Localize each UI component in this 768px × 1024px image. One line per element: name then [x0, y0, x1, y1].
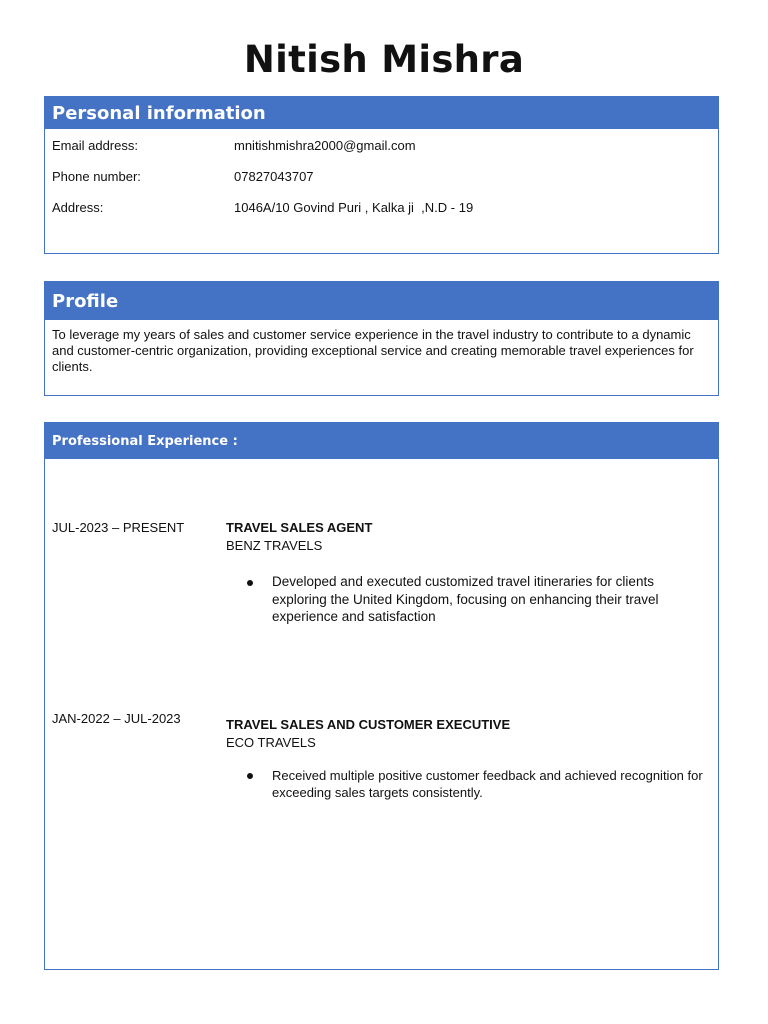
job-date: JUL-2023 – PRESENT	[52, 520, 185, 535]
job-date: JAN-2022 – JUL-2023	[52, 711, 181, 726]
personal-information-section	[44, 96, 719, 254]
job-title: TRAVEL SALES AND CUSTOMER EXECUTIVE	[226, 717, 511, 732]
phone-label: Phone number:	[52, 169, 141, 184]
bullet-icon	[247, 580, 253, 586]
job-bullet: Developed and executed customized travel itineraries for clients exploring the United Kingdom, focusing on enhancing their travel experience and satisfaction	[272, 574, 659, 624]
bullet-icon	[247, 773, 253, 779]
personal-information-heading: Personal information	[45, 97, 718, 129]
profile-heading: Profile	[45, 282, 718, 320]
job-title: TRAVEL SALES AGENT	[226, 520, 373, 535]
resume-name: Nitish Mishra	[243, 38, 525, 81]
job-bullet: Received multiple positive customer feedback and achieved recognition for exceeding sales targets consistently.	[272, 768, 703, 800]
address-label: Address:	[52, 200, 104, 215]
address-value: 1046A/10 Govind Puri , Kalka ji ,N.D - 19	[234, 200, 474, 215]
email-value: mnitishmishra2000@gmail.com	[234, 138, 416, 153]
email-label: Email address:	[52, 138, 138, 153]
job-company: ECO TRAVELS	[226, 735, 316, 750]
professional-experience-heading: Professional Experience :	[45, 423, 718, 459]
job-company: BENZ TRAVELS	[226, 538, 323, 553]
professional-experience-section	[44, 422, 719, 970]
profile-text: To leverage my years of sales and customer service experience in the travel industry to contribute to a dynamic and customer-centric organization, providing exceptional service and creating memorable travel experiences for clients.	[52, 327, 694, 374]
profile-section	[44, 281, 719, 396]
phone-value: 07827043707	[234, 169, 314, 184]
